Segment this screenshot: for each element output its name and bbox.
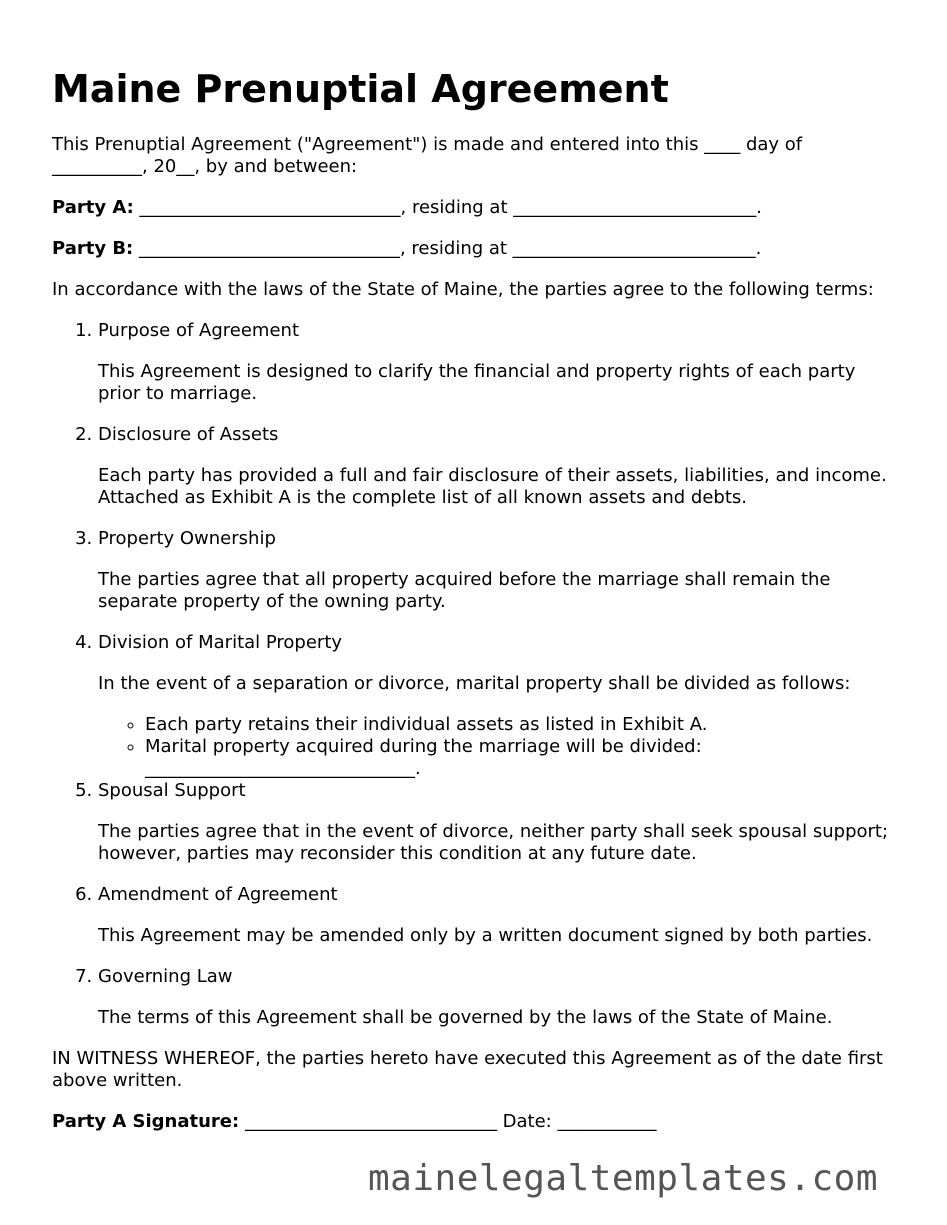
terms-list <box>52 320 902 1029</box>
section-item <box>98 884 902 947</box>
signature-a-label: Party A Signature: <box>52 1111 240 1132</box>
section-item <box>98 424 902 509</box>
section-body: The parties agree that in the event of divorce, neither party shall seek spousal support; however, parties may reconsider this condition at any future date. <box>98 821 889 864</box>
intro-paragraph: This Prenuptial Agreement ("Agreement") is made and entered into this ____ day of __________, 20__, by and between: <box>52 134 803 177</box>
section-item <box>98 528 902 613</box>
section-body: The terms of this Agreement shall be governed by the laws of the State of Maine. <box>98 1007 833 1028</box>
accordance-paragraph: In accordance with the laws of the State of Maine, the parties agree to the following terms: <box>52 279 874 300</box>
section-title: 5. Spousal Support <box>98 780 246 801</box>
section-item <box>98 320 902 405</box>
section-title: 3. Property Ownership <box>98 528 276 549</box>
section-title: 7. Governing Law <box>98 966 233 987</box>
bullet-item: ◦ Marital property acquired during the marriage will be divided: ______________________________. <box>145 736 902 780</box>
witness-paragraph: IN WITNESS WHEREOF, the parties hereto have executed this Agreement as of the date first above written. <box>52 1048 883 1091</box>
section-title: 1. Purpose of Agreement <box>98 320 299 341</box>
section-item <box>98 966 902 1029</box>
section-body: This Agreement is designed to clarify the financial and property rights of each party prior to marriage. <box>98 361 856 404</box>
signature-a-blank: ____________________________ Date: ___________ <box>239 1111 657 1132</box>
party-a-blank: _____________________________, residing at ___________________________. <box>133 197 762 218</box>
section-item <box>98 780 902 865</box>
section-body: The parties agree that all property acquired before the marriage shall remain the separate property of the owning party. <box>98 569 831 612</box>
section-item <box>98 632 902 780</box>
page-title: Maine Prenuptial Agreement <box>52 67 669 111</box>
watermark-url: mainelegaltemplates.com <box>368 1158 878 1199</box>
section-title: 4. Division of Marital Property <box>98 632 343 653</box>
section-body: Each party has provided a full and fair disclosure of their assets, liabilities, and income. Attached as Exhibit A is the complete list of all known assets and debts. <box>98 465 887 508</box>
document-page <box>52 64 902 1152</box>
section-body: In the event of a separation or divorce, marital property shall be divided as follows: <box>98 673 851 694</box>
party-a-line <box>52 197 902 219</box>
section-title: 6. Amendment of Agreement <box>98 884 338 905</box>
section-title: 2. Disclosure of Assets <box>98 424 279 445</box>
bullet-item: ◦ Each party retains their individual assets as listed in Exhibit A. <box>145 714 902 736</box>
section-body: This Agreement may be amended only by a written document signed by both parties. <box>98 925 873 946</box>
party-b-label: Party B: <box>52 238 134 259</box>
party-b-line <box>52 238 902 260</box>
signature-a-line <box>52 1111 902 1133</box>
division-bullets <box>98 714 902 780</box>
party-a-label: Party A: <box>52 197 134 218</box>
party-b-blank: _____________________________, residing at ___________________________. <box>133 238 762 259</box>
